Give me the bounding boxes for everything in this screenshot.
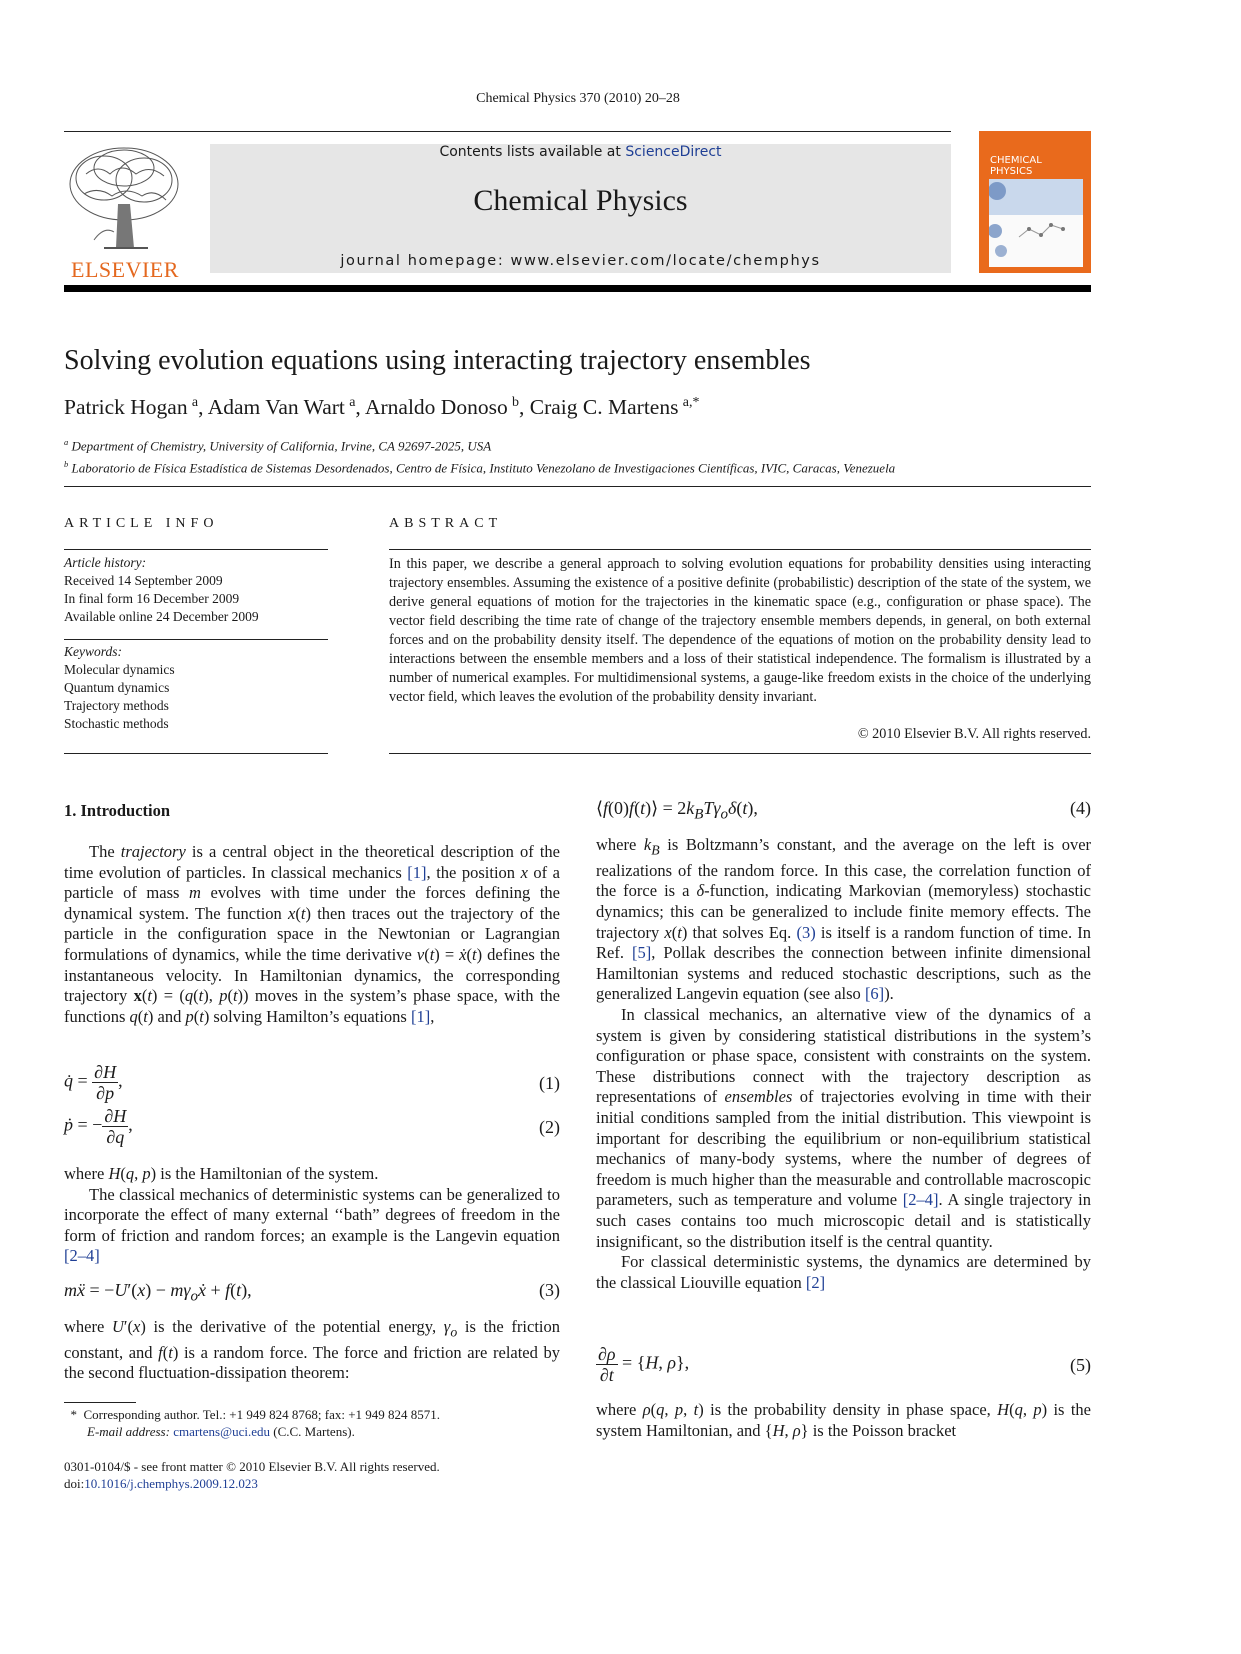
article-info-rule xyxy=(64,549,328,550)
keywords-label: Keywords: xyxy=(64,644,122,659)
tree-icon xyxy=(64,144,186,252)
equation-5: $\frac{\partial\rho}{\partial t}$ = {H, ρ}, xyxy=(598,1344,690,1385)
author-list: Patrick Hogan $^a$, Adam Van Wart $^a$, Arnaldo Donoso $^b$, Craig C. Martens $^{a,*}$ xyxy=(64,395,700,420)
doi-line: doi:10.1016/j.chemphys.2009.12.023 xyxy=(64,1476,258,1491)
author-name: Patrick Hogan xyxy=(64,395,188,420)
abstract-text: In this paper, we describe a general approach to solving evolution equations for probability densities using interacting trajectory ensembles. Assuming the existence of a positive definite (probabilistic) description of the state of the system, we derive general equations of motion for the trajectories in the kinematic space (e.g., configuration or phase space). The vector field describing the time rate of change of the trajectory ensemble members depends, in general, on both external forces and on the probability density itself. The dependence of the equations of motion on the probability density lead to interactions between the ensemble members and a loss of their statistical independence. The formalism is illustrated by a number of numerical examples. For multidimensional systems, a gauge-like freedom exists in the choice of the underlying vector field, which leaves the evolution of the probability density invariant. xyxy=(389,556,1091,705)
right-paragraph-2: where ρ(q, p, t) is the probability density in phase space, H(q, p) is the system Hamiltonian, and {H, ρ} is the Poisson bracket xyxy=(596,1400,1092,1440)
issn-line: 0301-0104/$ - see front matter © 2010 Elsevier B.V. All rights reserved. xyxy=(64,1459,440,1474)
corresponding-author: * Corresponding author. Tel.: +1 949 824 8768; fax: +1 949 824 8571. xyxy=(64,1407,441,1422)
footnote-rule xyxy=(64,1402,136,1403)
keyword: Stochastic methods xyxy=(64,716,169,731)
history-label: Article history: xyxy=(64,555,147,570)
elsevier-wordmark: ELSEVIER xyxy=(71,257,179,282)
keyword: Molecular dynamics xyxy=(64,662,175,677)
received-date: Received 14 September 2009 xyxy=(64,573,223,588)
author-name: Arnaldo Donoso xyxy=(364,395,508,420)
journal-banner xyxy=(210,144,951,273)
author-affiliation-mark: a xyxy=(191,395,199,410)
intro-paragraph-2: where H(q, p) is the Hamiltonian of the system. The classical mechanics of deterministic systems can be generalized to incorporate the effect of many external ‘‘bath” degrees of freedom in the form of friction and random forces; an example is the Langevin equation [2–4] xyxy=(64,1164,560,1266)
journal-cover xyxy=(979,131,1091,273)
contents-line xyxy=(210,144,951,160)
online-date: Available online 24 December 2009 xyxy=(64,609,259,624)
cover-title-line1: CHEMICAL xyxy=(990,155,1042,166)
affiliation-rule xyxy=(64,486,1091,487)
equation-number: (3) xyxy=(539,1280,560,1300)
abstract-copyright: © 2010 Elsevier B.V. All rights reserved. xyxy=(857,726,1091,742)
email-link[interactable]: cmartens@uci.edu xyxy=(173,1424,270,1439)
cover-title-line2: PHYSICS xyxy=(990,166,1033,177)
final-form-date: In final form 16 December 2009 xyxy=(64,591,240,606)
abstract-rule xyxy=(389,549,1091,550)
equation-4: ⟨f(0)f(t)⟩ = $2k_BT\gamma_o\delta(t)$, xyxy=(596,798,758,823)
equation-number: (5) xyxy=(1070,1355,1091,1375)
right-paragraph-1: where $k_B$ is Boltzmann’s constant, and the average on the left is over realizations of the random force. In this case, the correlation function of the force is a δ-function, indicating Markovian (memoryless) stochastic dynamics; this can be generalized to include finite memory effects. The trajectory x(t) that solves Eq. (3) is itself is a random function of time. In Ref. [5], Pollak describes the connection between infinite dimensional Hamiltonian systems and reduced stochastic descriptions, such as the generalized Langevin equation (see also [6]). In classical mechanics, an alternative view of the dynamics of a system is given by considering statistical distributions in the system’s configuration or phase space, consistent with constraints on the system. These distributions connect with the trajectory description as representations of ensembles of trajectories evolving in time with their initial conditions sampled from the initial distribution. This viewpoint is important for describing the equilibrium or non-equilibrium statistical mechanics of many-body systems, where the number of degrees of freedom is much higher than the measurable and controllable macroscopic parameters, such as temperature and volume [2–4]. A single trajectory in such cases contains too much microscopic detail and is statistically insignificant, so the distribution itself is the central quantity. For classical deterministic systems, the dynamics are determined by the classical Liouville equation [2] xyxy=(596,835,1092,1292)
bottom-matter xyxy=(64,1458,440,1492)
intro-paragraph-1: The trajectory is a central object in the theoretical description of the time evolution of particles. In classical mechanics [1], the position x of a particle of mass m evolves with time under the forces defining the dynamical system. The function x(t) then traces out the trajectory of the particle in the configuration space in the Newtonian or Lagrangian formulations of dynamics, while the time derivative v(t) = ẋ(t) defines the instantaneous velocity. In Hamiltonian dynamics, the corresponding trajectory x(t) = (q(t), p(t)) moves in the system’s phase space, with the functions q(t) and p(t) solving Hamilton’s equations [1], xyxy=(64,842,561,1026)
journal-reference: Chemical Physics 370 (2010) 20–28 xyxy=(476,91,680,106)
equation-3: mẍ = $-U'(x) - m\gamma_oẋ + f(t)$, xyxy=(64,1280,252,1305)
email-suffix: (C.C. Martens). xyxy=(273,1424,355,1439)
author-affiliation-mark: a,* xyxy=(682,395,700,410)
article-info-bottom-rule xyxy=(64,753,328,754)
equation-number: (1) xyxy=(539,1073,560,1093)
affiliation-a: $^a$ Department of Chemistry, University of California, Irvine, CA 92697-2025, USA xyxy=(64,437,492,454)
header-thick-rule xyxy=(64,285,1091,292)
email-label: E-mail address: xyxy=(87,1424,170,1439)
equation-2: ṗ = − $\frac{\partial H}{\partial q}$ , xyxy=(64,1106,133,1147)
intro-paragraph-3: where U′(x) is the derivative of the potential energy, $\gamma_o$ is the friction constant, and f(t) is a random force. The force and friction are related by the second fluctuation-dissipation theorem: xyxy=(64,1317,560,1383)
keyword: Trajectory methods xyxy=(64,698,169,713)
author-name: Craig C. Martens xyxy=(529,395,679,420)
header-top-rule xyxy=(64,131,951,132)
article-history xyxy=(64,554,259,626)
article-title: Solving evolution equations using interacting trajectory ensembles xyxy=(64,345,811,376)
section-heading: 1. Introduction xyxy=(64,801,171,820)
equation-1: q̇ = $\frac{\partial H}{\partial p}$ , xyxy=(64,1062,123,1103)
cover-image xyxy=(989,179,1083,267)
abstract-bottom-rule xyxy=(389,753,1091,754)
elsevier-logo xyxy=(64,144,186,282)
equation-number: (2) xyxy=(539,1117,560,1137)
article-info-heading: ARTICLE INFO xyxy=(64,516,219,531)
sciencedirect-link[interactable]: ScienceDirect xyxy=(625,144,722,160)
footnote xyxy=(64,1406,440,1440)
journal-homepage[interactable]: journal homepage: www.elsevier.com/locate/chemphys xyxy=(340,253,821,269)
contents-prefix: Contents lists available at xyxy=(439,144,621,160)
keywords-rule xyxy=(64,639,328,640)
keyword: Quantum dynamics xyxy=(64,680,170,695)
journal-title: Chemical Physics xyxy=(473,184,688,217)
author-affiliation-mark: a xyxy=(349,395,356,410)
keywords xyxy=(64,643,175,733)
equation-number: (4) xyxy=(1070,798,1091,818)
abstract-heading: ABSTRACT xyxy=(389,516,503,531)
doi-link[interactable]: 10.1016/j.chemphys.2009.12.023 xyxy=(84,1476,258,1491)
affiliation-b: $^b$ Laboratorio de Física Estadística de Sistemas Desordenados, Centro de Física, Instituto Venezolano de Investigaciones Científicas, IVIC, Caracas, Venezuela xyxy=(64,459,896,476)
author-name: Adam Van Wart xyxy=(207,395,345,420)
author-affiliation-mark: b xyxy=(512,395,520,410)
affiliations xyxy=(64,433,895,478)
